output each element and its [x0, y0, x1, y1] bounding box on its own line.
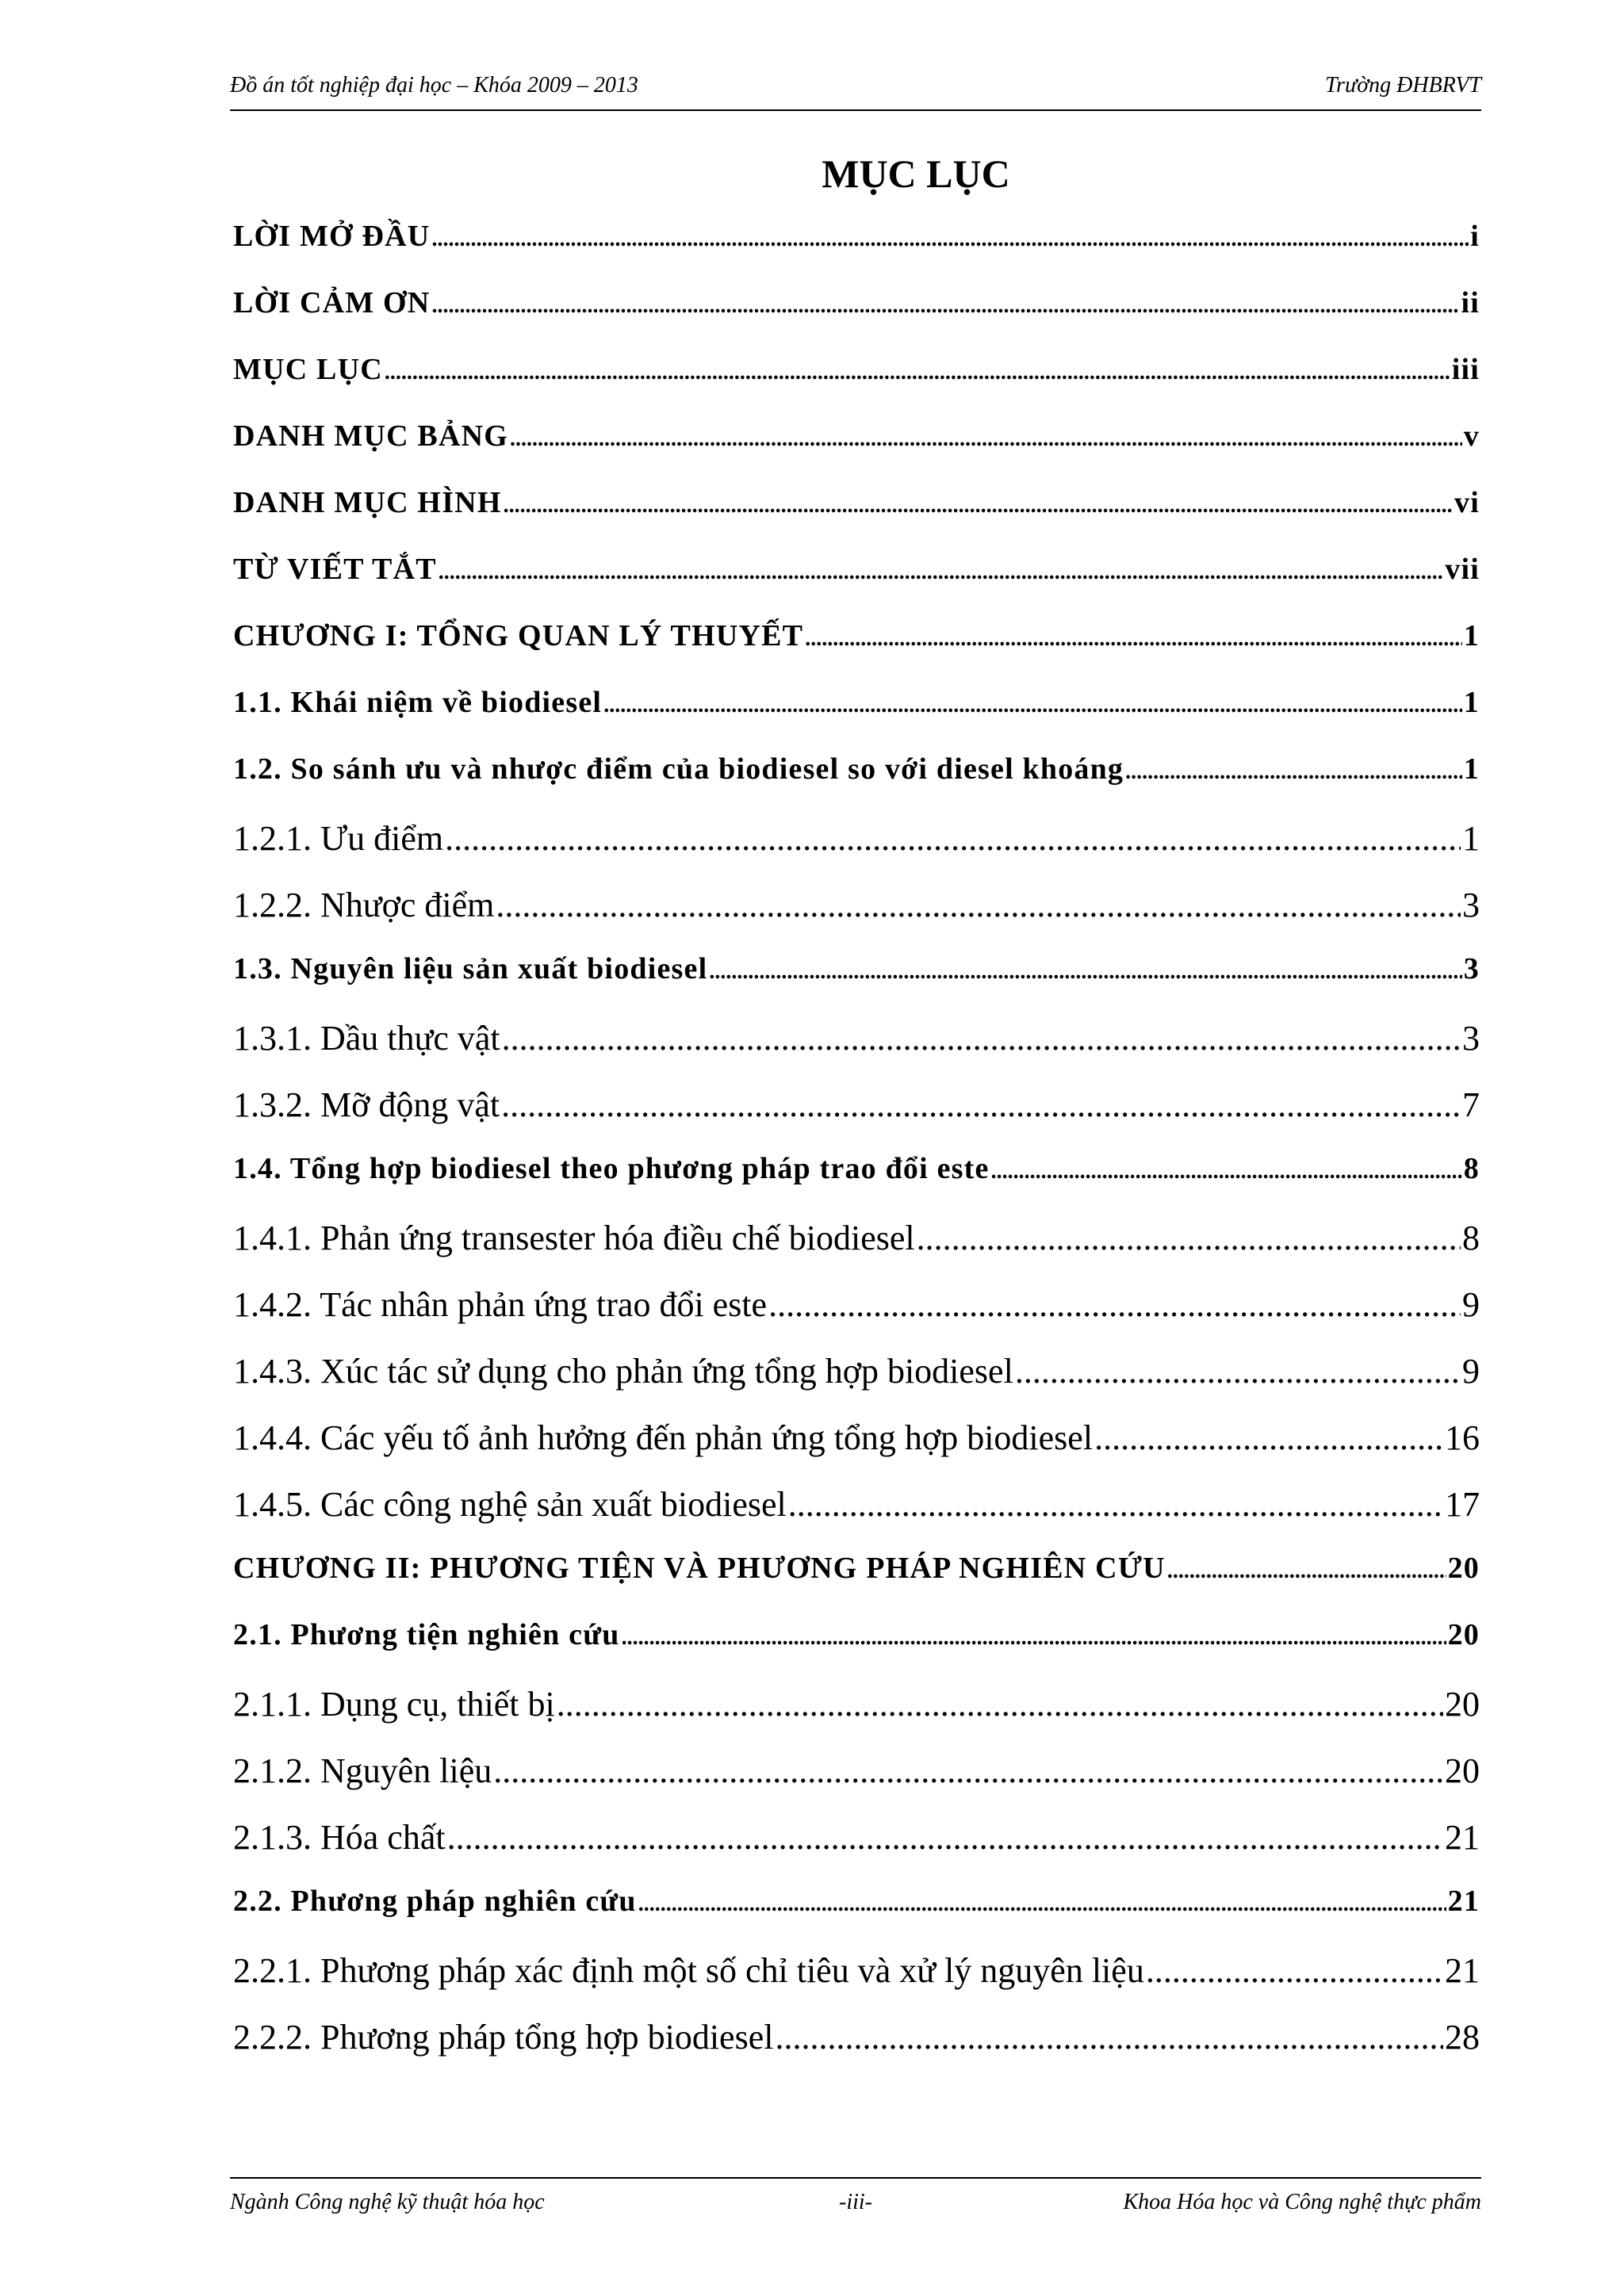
table-of-contents: [233, 219, 1480, 2084]
toc-entry-label: LỜI CẢM ƠN: [233, 286, 431, 320]
toc-entry[interactable]: [233, 752, 1480, 818]
toc-entry[interactable]: [233, 1018, 1480, 1085]
toc-leader-dots: [447, 1817, 1443, 1858]
toc-entry-page: 1: [1463, 686, 1480, 719]
toc-entry-page: vi: [1454, 486, 1480, 519]
toc-entry[interactable]: [233, 1617, 1480, 1684]
toc-entry-page: 21: [1447, 1885, 1480, 1918]
toc-entry-page: 9: [1462, 1352, 1480, 1391]
toc-leader-dots: [431, 227, 1469, 252]
toc-entry[interactable]: [233, 2017, 1480, 2084]
toc-entry-page: 1: [1463, 619, 1480, 652]
toc-leader-dots: [493, 1751, 1443, 1791]
toc-entry-page: ii: [1461, 286, 1480, 320]
toc-leader-dots: [638, 1892, 1446, 1917]
toc-entry-label: 2.1.3. Hóa chất: [233, 1818, 446, 1857]
toc-entry-label: 1.4.5. Các công nghệ sản xuất biodiesel: [233, 1485, 787, 1524]
toc-entry[interactable]: [233, 1684, 1480, 1751]
toc-entry-label: TỪ VIẾT TẮT: [233, 553, 437, 586]
toc-leader-dots: [622, 1625, 1446, 1651]
footer-right-text: Khoa Hóa học và Công nghệ thực phẩm: [1123, 2190, 1481, 2214]
toc-leader-dots: [445, 818, 1461, 859]
toc-entry-label: CHƯƠNG I: TỔNG QUAN LÝ THUYẾT: [233, 619, 804, 652]
toc-entry-label: LỜI MỞ ĐẦU: [233, 220, 431, 253]
toc-entry-page: 9: [1462, 1285, 1480, 1324]
toc-entry-page: 21: [1445, 1818, 1480, 1857]
toc-entry-label: 1.4.2. Tác nhân phản ứng trao đổi este: [233, 1285, 768, 1324]
toc-entry[interactable]: [233, 419, 1480, 485]
toc-entry-page: 3: [1462, 1019, 1480, 1058]
toc-leader-dots: [1146, 1950, 1443, 1991]
page-header: [230, 73, 1481, 111]
toc-leader-dots: [439, 560, 1443, 585]
toc-leader-dots: [775, 2017, 1443, 2057]
toc-entry-label: CHƯƠNG II: PHƯƠNG TIỆN VÀ PHƯƠNG PHÁP NGHIÊN CỨU: [233, 1552, 1166, 1585]
toc-entry-label: 1.3.1. Dầu thực vật: [233, 1019, 500, 1058]
toc-entry[interactable]: [233, 285, 1480, 352]
toc-entry-page: i: [1470, 220, 1480, 253]
toc-entry[interactable]: [233, 618, 1480, 685]
toc-entry[interactable]: [233, 1284, 1480, 1351]
toc-entry[interactable]: [233, 552, 1480, 618]
toc-leader-dots: [501, 1085, 1461, 1125]
toc-leader-dots: [1015, 1351, 1461, 1391]
toc-entry[interactable]: [233, 1884, 1480, 1950]
toc-entry-page: v: [1463, 419, 1480, 453]
footer-left-text: Ngành Công nghệ kỹ thuật hóa học: [230, 2190, 545, 2214]
toc-entry-label: 2.2. Phương pháp nghiên cứu: [233, 1885, 637, 1918]
toc-entry-label: DANH MỤC HÌNH: [233, 486, 502, 519]
toc-entry[interactable]: [233, 1551, 1480, 1617]
toc-entry[interactable]: [233, 1484, 1480, 1551]
toc-entry[interactable]: [233, 1218, 1480, 1284]
toc-leader-dots: [991, 1159, 1462, 1184]
page-footer: [230, 2177, 1481, 2223]
toc-entry-label: 1.4.3. Xúc tác sử dụng cho phản ứng tổng hợp biodiesel: [233, 1352, 1013, 1391]
toc-entry[interactable]: [233, 1950, 1480, 2017]
toc-entry-label: 2.1.1. Dụng cụ, thiết bị: [233, 1685, 555, 1724]
toc-entry-label: 2.2.2. Phương pháp tổng hợp biodiesel: [233, 2018, 774, 2057]
toc-entry-label: 1.2.2. Nhược điểm: [233, 886, 495, 924]
toc-leader-dots: [709, 959, 1461, 985]
toc-entry-page: 1: [1462, 819, 1480, 858]
toc-leader-dots: [504, 493, 1453, 519]
toc-entry-page: 3: [1463, 952, 1480, 985]
toc-entry-page: 20: [1447, 1618, 1480, 1651]
toc-entry-label: DANH MỤC BẢNG: [233, 419, 509, 453]
toc-leader-dots: [510, 427, 1462, 452]
toc-leader-dots: [768, 1284, 1461, 1325]
toc-entry[interactable]: [233, 1351, 1480, 1418]
toc-entry[interactable]: [233, 1085, 1480, 1151]
toc-leader-dots: [603, 693, 1462, 718]
header-right-text: Trường ĐHBRVT: [1325, 73, 1481, 98]
toc-entry-label: 1.4.4. Các yếu tố ảnh hưởng đến phản ứng tổng hợp biodiesel: [233, 1418, 1094, 1457]
toc-entry-page: 8: [1463, 1152, 1480, 1185]
toc-entry-page: 17: [1445, 1485, 1480, 1524]
toc-entry-label: 1.2. So sánh ưu và nhược điểm của biodiesel so với diesel khoáng: [233, 752, 1124, 786]
toc-entry-label: 2.2.1. Phương pháp xác định một số chỉ tiêu và xử lý nguyên liệu: [233, 1951, 1144, 1990]
toc-entry[interactable]: [233, 1817, 1480, 1884]
toc-entry-label: 1.3.2. Mỡ động vật: [233, 1085, 500, 1124]
toc-leader-dots: [1125, 760, 1462, 785]
toc-leader-dots: [1094, 1418, 1443, 1458]
toc-leader-dots: [805, 626, 1462, 652]
page-number: -iii-: [839, 2190, 872, 2214]
toc-entry-page: vii: [1445, 553, 1480, 586]
toc-leader-dots: [431, 293, 1459, 319]
toc-entry[interactable]: [233, 352, 1480, 419]
toc-leader-dots: [917, 1218, 1461, 1258]
header-left-text: Đồ án tốt nghiệp đại học – Khóa 2009 – 2013: [230, 73, 638, 98]
toc-entry[interactable]: [233, 951, 1480, 1018]
toc-entry-label: 1.4.1. Phản ứng transester hóa điều chế biodiesel: [233, 1219, 915, 1257]
toc-entry-page: iii: [1451, 353, 1480, 386]
toc-leader-dots: [788, 1484, 1443, 1525]
toc-entry-page: 3: [1462, 886, 1480, 924]
toc-leader-dots: [1167, 1559, 1446, 1584]
toc-entry-page: 1: [1463, 752, 1480, 786]
toc-leader-dots: [385, 360, 1450, 385]
toc-entry[interactable]: [233, 219, 1480, 285]
toc-leader-dots: [557, 1684, 1443, 1724]
toc-entry-page: 21: [1445, 1951, 1480, 1990]
toc-entry-label: 1.2.1. Ưu điểm: [233, 819, 444, 858]
toc-entry-page: 7: [1462, 1085, 1480, 1124]
toc-entry[interactable]: [233, 485, 1480, 552]
toc-entry-page: 20: [1447, 1552, 1480, 1585]
toc-entry-page: 28: [1445, 2018, 1480, 2057]
toc-entry-label: 2.1. Phương tiện nghiên cứu: [233, 1618, 620, 1651]
toc-leader-dots: [502, 1018, 1461, 1058]
page-title: MỤC LỤC: [822, 151, 1010, 196]
toc-entry[interactable]: [233, 885, 1480, 951]
toc-entry[interactable]: [233, 1151, 1480, 1218]
toc-entry[interactable]: [233, 1418, 1480, 1484]
toc-entry-page: 8: [1462, 1219, 1480, 1257]
toc-entry[interactable]: [233, 1751, 1480, 1817]
toc-entry-label: MỤC LỤC: [233, 353, 383, 386]
toc-entry-label: 1.4. Tổng hợp biodiesel theo phương pháp trao đổi este: [233, 1152, 990, 1185]
toc-entry-page: 20: [1445, 1751, 1480, 1790]
toc-entry-label: 1.3. Nguyên liệu sản xuất biodiesel: [233, 952, 708, 985]
toc-entry-page: 16: [1445, 1418, 1480, 1457]
toc-entry[interactable]: [233, 818, 1480, 885]
toc-entry-label: 1.1. Khái niệm về biodiesel: [233, 686, 603, 719]
toc-leader-dots: [496, 885, 1461, 925]
toc-entry[interactable]: [233, 685, 1480, 752]
toc-entry-label: 2.1.2. Nguyên liệu: [233, 1751, 492, 1790]
toc-entry-page: 20: [1445, 1685, 1480, 1724]
